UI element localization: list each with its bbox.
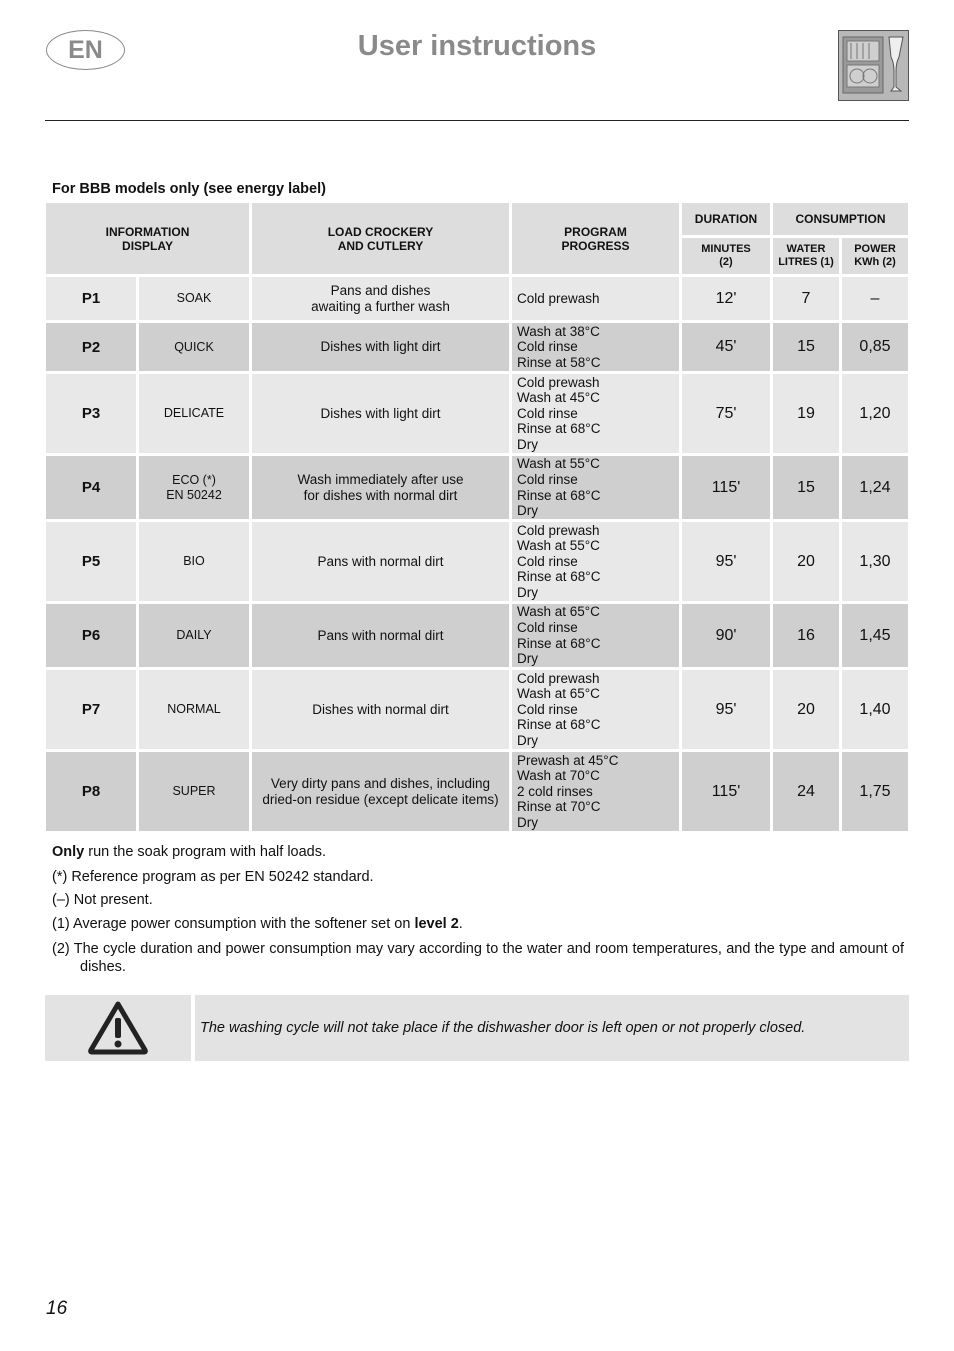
program-progress: Cold prewash <box>512 277 679 320</box>
program-water: 20 <box>773 522 839 601</box>
program-minutes: 45' <box>682 323 770 371</box>
page-number: 16 <box>46 1298 68 1319</box>
program-load: Pans with normal dirt <box>252 604 509 667</box>
program-code: P6 <box>46 604 136 667</box>
program-power: 1,20 <box>842 374 908 453</box>
table-row <box>46 323 908 371</box>
program-power: 1,75 <box>842 752 908 831</box>
program-name: ECO (*) EN 50242 <box>139 456 249 519</box>
program-name: BIO <box>139 522 249 601</box>
program-load: Pans and dishes awaiting a further wash <box>252 277 509 320</box>
program-power: 1,30 <box>842 522 908 601</box>
program-code: P2 <box>46 323 136 371</box>
program-water: 15 <box>773 456 839 519</box>
program-progress: Prewash at 45°C Wash at 70°C 2 cold rinses Rinse at 70°C Dry <box>512 752 679 831</box>
program-minutes: 75' <box>682 374 770 453</box>
header-program-progress: PROGRAM PROGRESS <box>512 203 679 274</box>
program-water: 7 <box>773 277 839 320</box>
program-code: P4 <box>46 456 136 519</box>
program-progress: Cold prewash Wash at 65°C Cold rinse Rinse at 68°C Dry <box>512 670 679 749</box>
note-cycle-duration: (2) The cycle duration and power consumption may vary according to the water and room temperatures, and the type and amount of dishes. <box>52 941 904 975</box>
header-information-display: INFORMATION DISPLAY <box>46 203 249 274</box>
program-table <box>43 200 911 834</box>
header-power: POWER KWh (2) <box>842 238 908 274</box>
warning-text-box <box>195 995 909 1061</box>
program-code: P1 <box>46 277 136 320</box>
program-water: 24 <box>773 752 839 831</box>
program-minutes: 115' <box>682 752 770 831</box>
program-progress: Wash at 65°C Cold rinse Rinse at 68°C Dry <box>512 604 679 667</box>
section-title: For BBB models only (see energy label) <box>52 181 326 197</box>
program-code: P3 <box>46 374 136 453</box>
program-load: Dishes with normal dirt <box>252 670 509 749</box>
header-rule <box>45 120 909 121</box>
program-progress: Wash at 38°C Cold rinse Rinse at 58°C <box>512 323 679 371</box>
program-name: NORMAL <box>139 670 249 749</box>
program-minutes: 95' <box>682 670 770 749</box>
program-water: 15 <box>773 323 839 371</box>
lang-badge: EN <box>46 30 125 70</box>
program-code: P5 <box>46 522 136 601</box>
table-row <box>46 277 908 320</box>
header-duration: DURATION <box>682 203 770 235</box>
program-minutes: 95' <box>682 522 770 601</box>
program-progress: Cold prewash Wash at 45°C Cold rinse Rinse at 68°C Dry <box>512 374 679 453</box>
header-load-crockery: LOAD CROCKERY AND CUTLERY <box>252 203 509 274</box>
warning-icon-box <box>45 995 191 1061</box>
table-row <box>46 670 908 749</box>
program-water: 20 <box>773 670 839 749</box>
program-progress: Wash at 55°C Cold rinse Rinse at 68°C Dry <box>512 456 679 519</box>
program-load: Dishes with light dirt <box>252 374 509 453</box>
table-row <box>46 374 908 453</box>
note-not-present: (–) Not present. <box>52 892 153 908</box>
program-load: Dishes with light dirt <box>252 323 509 371</box>
page-title: User instructions <box>357 30 597 62</box>
note-average-power: (1) Average power consumption with the softener set on level 2. <box>52 916 463 932</box>
header-consumption: CONSUMPTION <box>773 203 908 235</box>
program-power: 1,45 <box>842 604 908 667</box>
program-power: 1,24 <box>842 456 908 519</box>
program-power: 0,85 <box>842 323 908 371</box>
program-name: SOAK <box>139 277 249 320</box>
header-minutes: MINUTES (2) <box>682 238 770 274</box>
program-water: 16 <box>773 604 839 667</box>
program-name: DELICATE <box>139 374 249 453</box>
program-minutes: 12' <box>682 277 770 320</box>
program-load: Wash immediately after use for dishes with normal dirt <box>252 456 509 519</box>
header-water: WATER LITRES (1) <box>773 238 839 274</box>
program-code: P7 <box>46 670 136 749</box>
table-row <box>46 456 908 519</box>
program-power: – <box>842 277 908 320</box>
program-water: 19 <box>773 374 839 453</box>
program-name: QUICK <box>139 323 249 371</box>
program-load: Pans with normal dirt <box>252 522 509 601</box>
note-reference: (*) Reference program as per EN 50242 standard. <box>52 869 374 885</box>
program-minutes: 115' <box>682 456 770 519</box>
table-row <box>46 522 908 601</box>
warning-text: The washing cycle will not take place if the dishwasher door is left open or not properly closed. <box>200 1020 806 1036</box>
program-code: P8 <box>46 752 136 831</box>
program-load: Very dirty pans and dishes, including dried-on residue (except delicate items) <box>252 752 509 831</box>
dishwasher-icon <box>838 30 909 101</box>
program-name: SUPER <box>139 752 249 831</box>
program-minutes: 90' <box>682 604 770 667</box>
table-row <box>46 752 908 831</box>
program-progress: Cold prewash Wash at 55°C Cold rinse Rinse at 68°C Dry <box>512 522 679 601</box>
table-row <box>46 604 908 667</box>
program-power: 1,40 <box>842 670 908 749</box>
warning-triangle-icon <box>87 1000 149 1056</box>
program-name: DAILY <box>139 604 249 667</box>
note-only: Only run the soak program with half loads. <box>52 844 327 860</box>
